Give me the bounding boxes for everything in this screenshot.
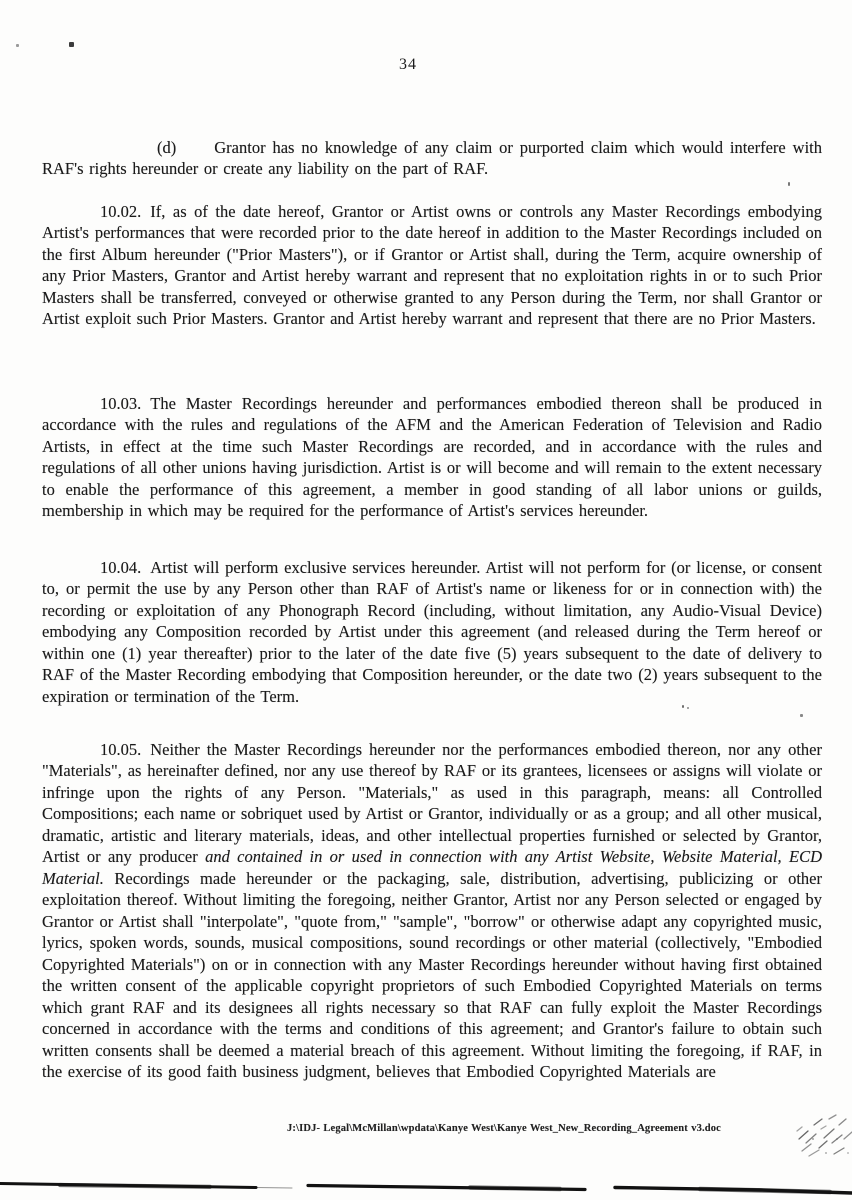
section-10-05-text-1: Neither the Master Recordings hereunder nor the performances embodied thereon, nor any other "Materials", as hereinafter defined, nor any use thereof by RAF or its grantees, licensees or assigns will violate or infringe upon the rights of any Person. "Materials," as used in this paragraph, means: all Controlled Compositions; each name or sobriquet used by Artist or Grantor, individually or as a group; and all other musical, dramatic, artistic and literary materials, ideas, and other intellectual properties furnished or selected by Grantor, Artist or any producer <box>42 739 822 866</box>
scan-speck <box>687 707 689 709</box>
section-10-04 <box>42 557 822 708</box>
scan-speck <box>16 44 19 47</box>
paragraph-d-text: Grantor has no knowledge of any claim or purported claim which would interfere with RAF's rights hereunder or create any liability on the part of RAF. <box>42 137 822 178</box>
section-10-03-label: 10.03. <box>100 393 142 413</box>
footer-file-path: J:\IDJ- Legal\McMillan\wpdata\Kanye West\Kanye West_New_Recording_Agreement v3.doc <box>287 1123 721 1134</box>
scan-edge-line <box>0 1176 852 1200</box>
section-10-02-text: If, as of the date hereof, Grantor or Artist owns or controls any Master Recordings embodying Artist's performances that were recorded prior to the date hereof in addition to the Master Recordings included on the first Album hereunder ("Prior Masters"), or if Grantor or Artist shall, during the Term, acquire ownership of any Prior Masters, Grantor and Artist hereby warrant and represent that no exploitation rights in or to such Prior Masters shall be transferred, conveyed or otherwise granted to any Person during the Term, nor shall Grantor or Artist exploit such Prior Masters. Grantor and Artist hereby warrant and represent that there are no Prior Masters. <box>42 201 822 328</box>
scan-speck <box>69 42 74 47</box>
section-10-05-text-italic: and contained in or used in connection with any Artist Website, Website Material, ECD Material. <box>42 847 822 888</box>
pencil-scribble <box>793 1113 852 1161</box>
section-10-04-text: Artist will perform exclusive services hereunder. Artist will not perform for (or license, or consent to, or permit the use by any Person other than RAF of Artist's name or likeness for or in connection with) the recording or exploitation of any Phonograph Record (including, without limitation, any Audio-Visual Device) embodying any Composition recorded by Artist under this agreement (and released during the Term hereof or within one (1) year thereafter) prior to the later of the date five (5) years subsequent to the date of delivery to RAF of the Master Recording embodying that Composition hereunder, or the date two (2) years subsequent to the expiration or termination of the Term. <box>42 557 822 706</box>
section-10-05-label: 10.05. <box>100 739 142 759</box>
paragraph-d <box>42 137 822 180</box>
section-10-03-text: The Master Recordings hereunder and performances embodied thereon shall be produced in accordance with the rules and regulations of the AFM and the American Federation of Television and Radio Artists, in effect at the time such Master Recordings are recorded, and in accordance with the rules and regulations of all other unions having jurisdiction. Artist is or will become and will remain to the extent necessary to enable the performance of this agreement, a member in good standing of all labor unions or guilds, membership in which may be required for the performance of Artist's services hereunder. <box>42 393 822 520</box>
scan-speck <box>788 182 790 186</box>
section-10-04-label: 10.04. <box>100 557 142 577</box>
section-10-02-label: 10.02. <box>100 201 142 221</box>
section-10-05 <box>42 739 822 1083</box>
paragraph-d-label: (d) <box>157 137 177 157</box>
scan-speck <box>800 714 803 717</box>
section-10-02 <box>42 201 822 330</box>
section-10-03 <box>42 393 822 522</box>
section-10-05-text-2: Recordings made hereunder or the packaging, sale, distribution, advertising, publicizing or other exploitation thereof. Without limiting the foregoing, neither Grantor, Artist nor any Person selected or engaged by Grantor or Artist shall "interpolate", "quote from," "sample", "borrow" or otherwise adapt any copyrighted music, lyrics, spoken words, sounds, musical compositions, sound recordings or other material (collectively, "Embodied Copyrighted Materials") on or in connection with any Master Recordings hereunder without having first obtained the written consent of the applicable copyright proprietors of such Embodied Copyrighted Materials on terms which grant RAF and its designees all rights necessary so that RAF can fully exploit the Master Recordings concerned in accordance with the terms and conditions of this agreement; and Grantor's failure to obtain such written consents shall be deemed a material breach of this agreement. Without limiting the foregoing, if RAF, in the exercise of its good faith business judgment, believes that Embodied Copyrighted Materials are <box>42 868 822 1081</box>
page-number: 34 <box>399 56 417 73</box>
